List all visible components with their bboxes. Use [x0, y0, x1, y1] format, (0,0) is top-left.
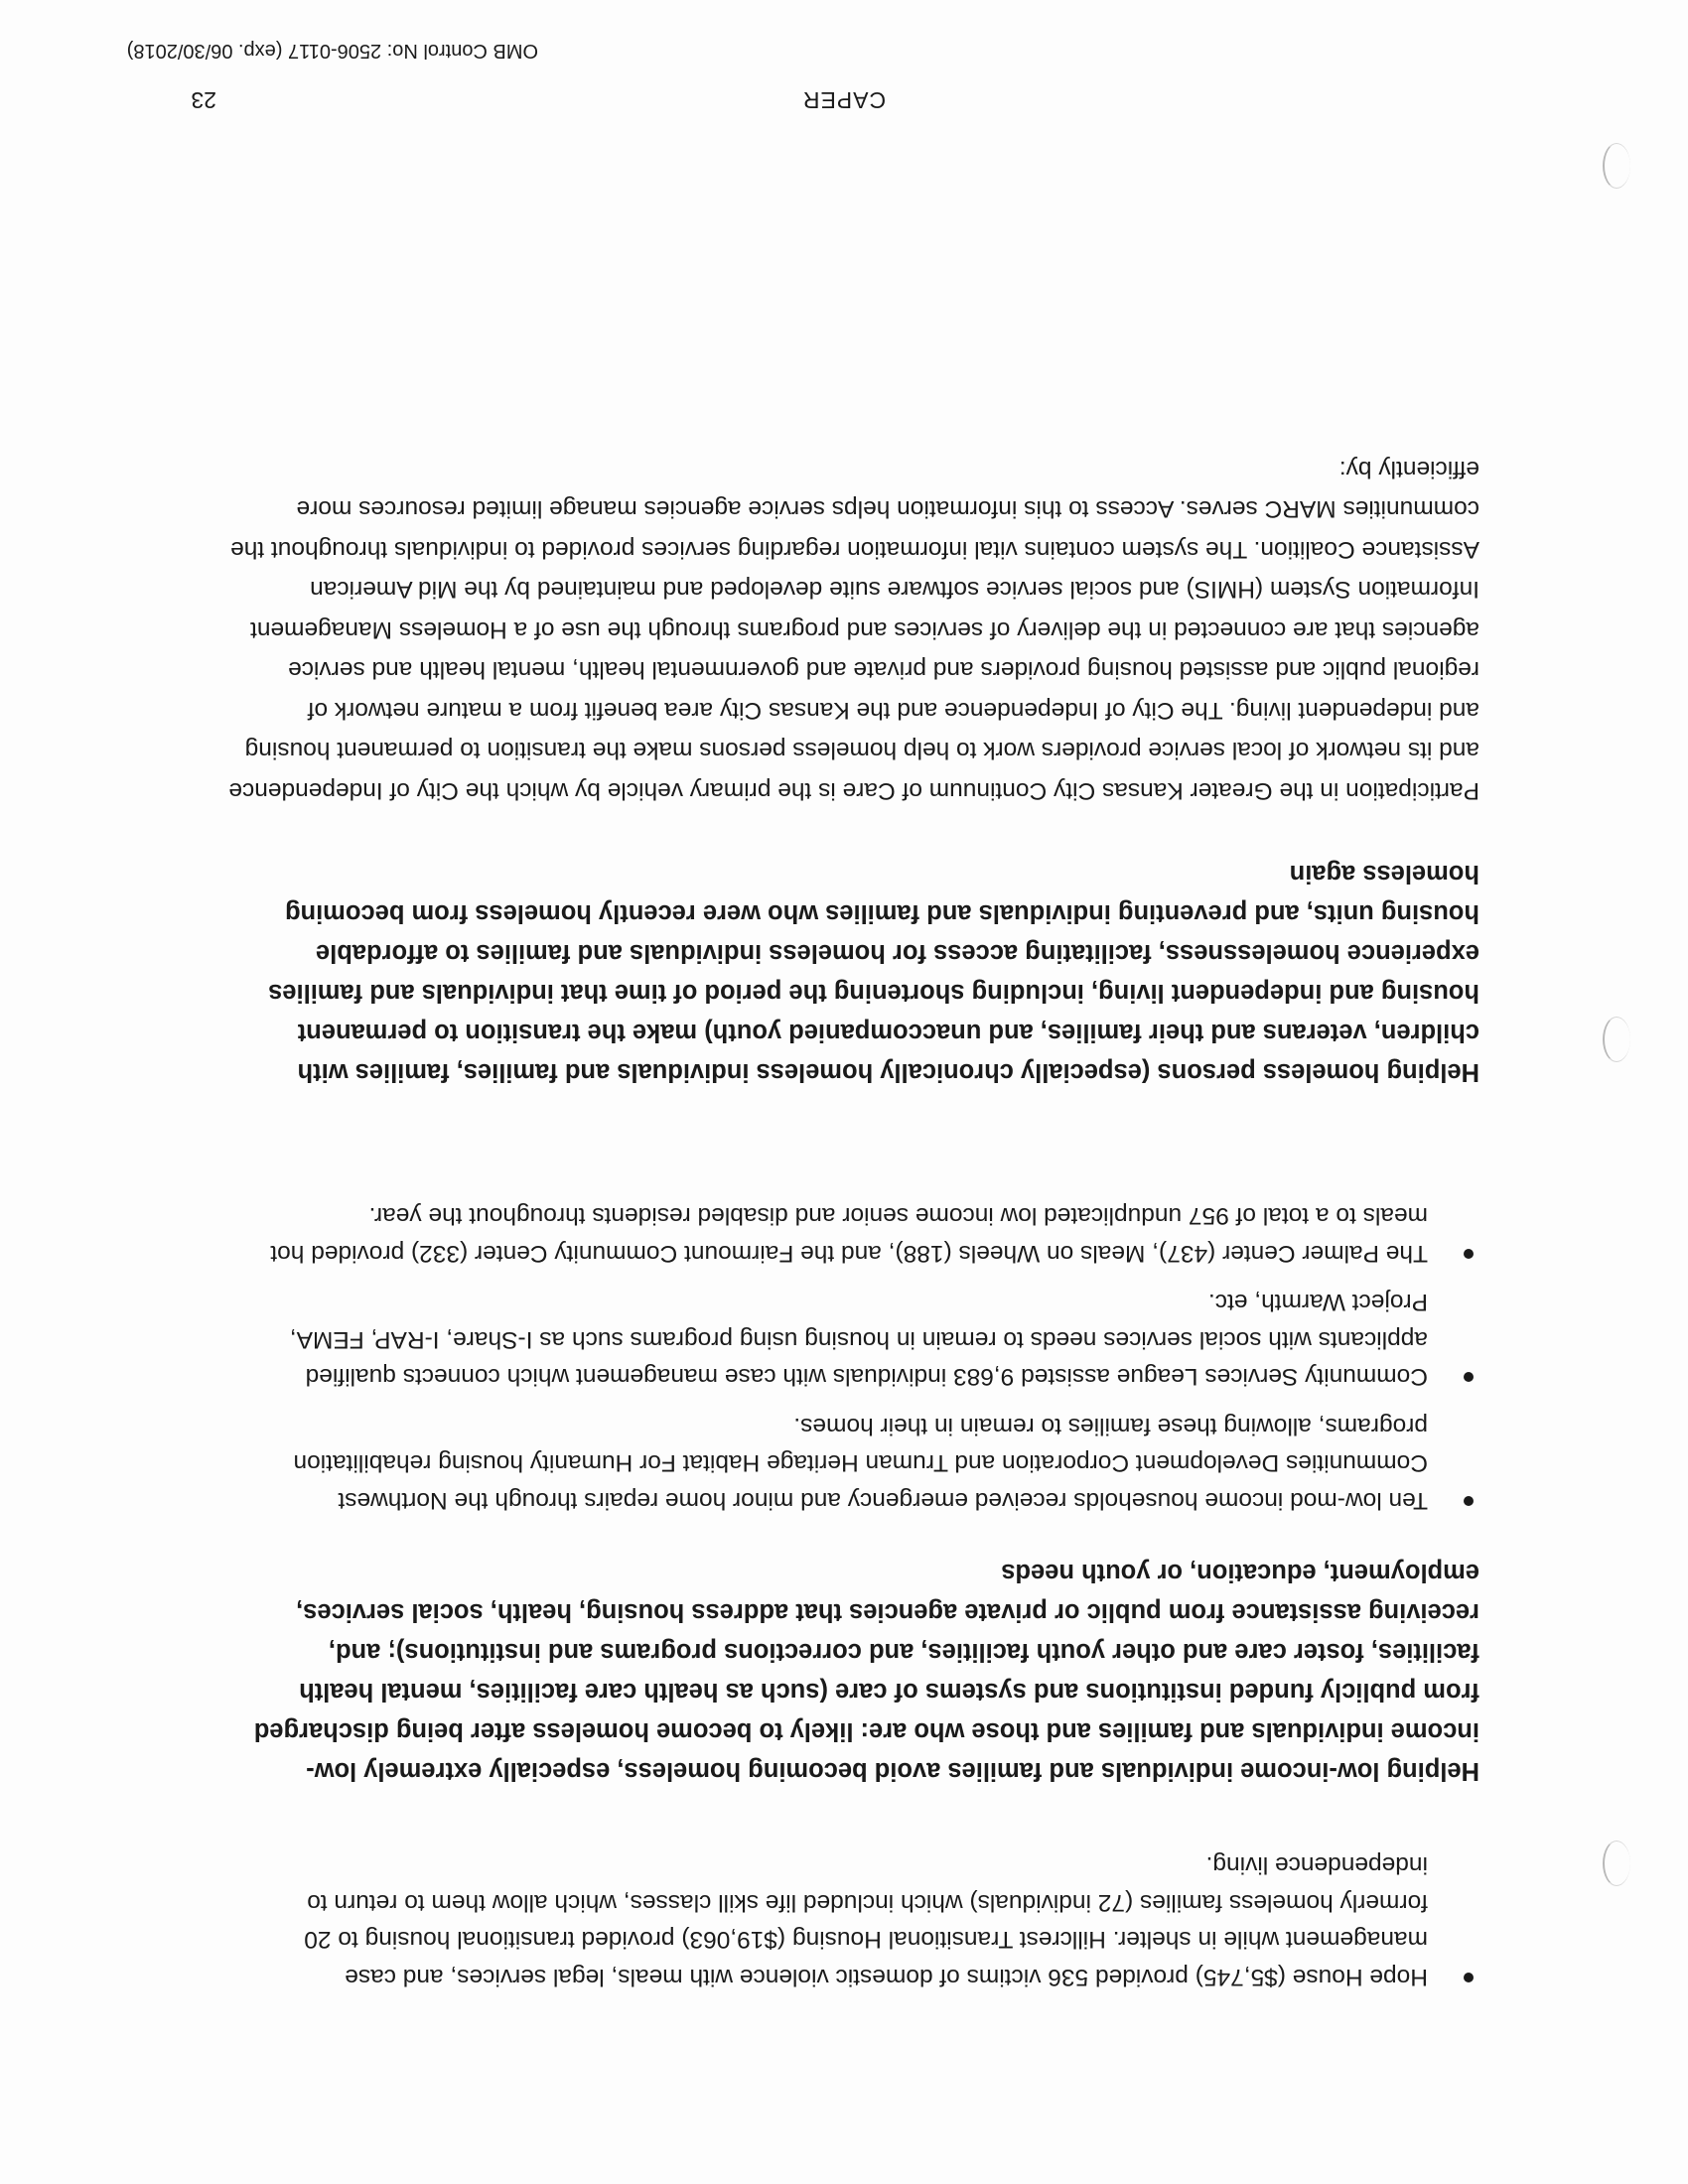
binder-hole-mark — [1603, 1841, 1630, 1886]
binder-hole-mark — [1603, 143, 1630, 189]
section-heading-low-income: Helping low-income individuals and families avoid becoming homeless, especially extremely low-income individuals and families and those who are: likely to become homeless after being discharged from publicly funded institutions and systems of care (such as health care facilities, mental health facilities, foster care and other youth facilities, and corrections programs and institutions); and, receiving assistance from public or private agencies that address housing, health, social services, employment, education, or youth needs — [253, 1559, 1479, 1785]
bullet-text: The Palmer Center (437), Meals on Wheels (188), and the Fairmount Community Center (332) provided hot meals to a total of 957 unduplicated low income senior and disabled residents throughout the year. — [270, 1202, 1428, 1267]
bullet-text: Hope House ($5,745) provided 536 victims of domestic violence with meals, legal services, and case management while in shelter. Hillcrest Transitional Housing ($19,063) provided transitional housing to 20 formerly homeless families (72 individuals) which included life skill classes, which allow them to return to independence living. — [304, 1851, 1428, 1990]
bullet-text: Community Services League assisted 9,683 individuals with case management which connects qualified applicants with social services needs to remain in housing using programs such as I-Share, I-RAP, FEMA, Project Warmth, etc. — [289, 1289, 1428, 1391]
bullet-icon — [1464, 1249, 1474, 1259]
bullet-icon — [1464, 1973, 1474, 1982]
bullet-text: Ten low-mod income households received emergency and minor home repairs through the Northwest Communities Development Corporation and Truman Heritage Habitat For Humanity housing rehabilitation programs, allowing these families to remain in their homes. — [293, 1413, 1428, 1514]
list-item — [223, 1408, 1479, 1520]
bullet-icon — [1464, 1373, 1474, 1383]
bullet-list-housing — [223, 1846, 1479, 1995]
page-number: 23 — [191, 87, 216, 113]
report-name: CAPER — [801, 87, 887, 113]
section-heading-homeless: Helping homeless persons (especially chronically homeless individuals and families, families with children, veterans and their families, and unaccompanied youth) make the transition to permanent housing and independent living, including shortening the period of time that individuals and families experience homelessness, facilitating access for homeless individuals and families to affordable housing units, and preventing individuals and families who were recently homeless from becoming homeless again — [268, 860, 1479, 1086]
page-body — [223, 449, 1479, 1996]
omb-control-footer: OMB Control No: 2506-0117 (exp. 06/30/2018) — [126, 40, 538, 62]
list-item — [223, 1846, 1479, 1995]
bullet-icon — [1464, 1496, 1474, 1506]
list-item — [223, 1197, 1479, 1272]
paragraph-continuum-of-care: Participation in the Greater Kansas City Continuum of Care is the primary vehicle by which the City of Independence and its network of local service providers work to help homeless persons make the transition to permanent housing and independent living. The City of Independence and the Kansas City area benefit from a mature network of regional public and assisted housing providers and private and governmental health, mental health and service agencies that are connected in the delivery of services and programs through the use of a Homeless Management Information System (HMIS) and social service software suite developed and maintained by the Mid American Assistance Coalition. The system contains vital information regarding services provided to individuals throughout the communities MARC serves. Access to this information helps service agencies manage limited resources more efficiently by: — [228, 456, 1479, 804]
binder-hole-mark — [1603, 1017, 1630, 1062]
list-item — [223, 1284, 1479, 1396]
bullet-list-services — [223, 1197, 1479, 1519]
